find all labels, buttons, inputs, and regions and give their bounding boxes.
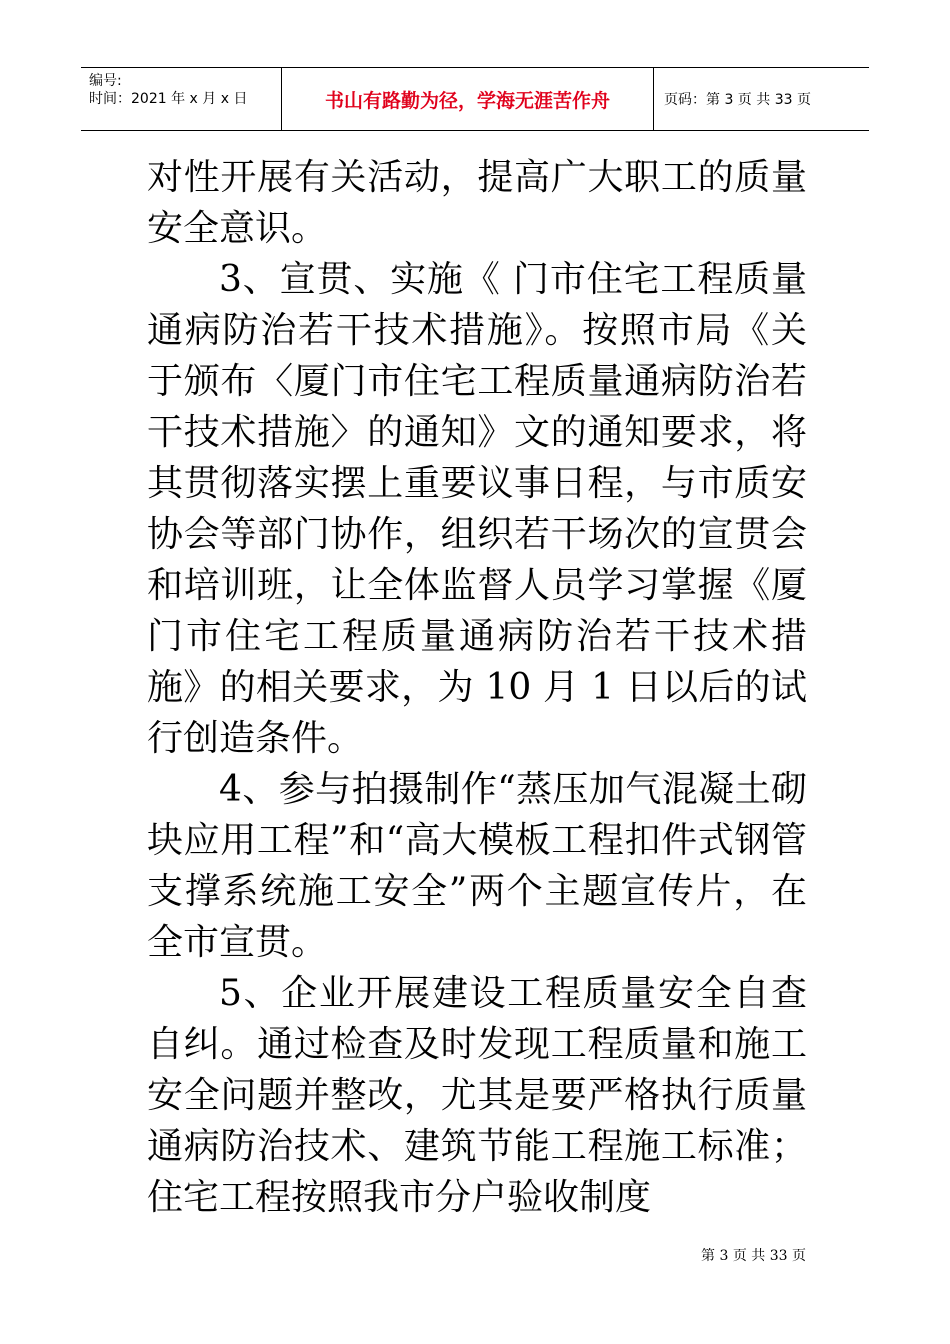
header-meta <box>81 68 281 130</box>
paragraph: 5、企业开展建设工程质量安全自查自纠。通过检查及时发现工程质量和施工安全问题并整改，尤其是要严格执行质量通病防治技术、建筑节能工程施工标准；住宅工程按照我市分户验收制度 <box>147 973 807 1218</box>
page-code: 页码：第 3 页 共 33 页 <box>664 92 811 108</box>
document-body <box>147 152 807 1223</box>
header-page-cell <box>654 68 869 130</box>
page-header <box>81 67 869 131</box>
header-motto-cell <box>281 68 654 130</box>
page-footer: 第 3 页 共 33 页 <box>701 1248 806 1264</box>
paragraph: 3、宣贯、实施《 门市住宅工程质量通病防治若干技术措施》。按照市局《关于颁布〈厦门市住宅工程质量通病防治若干技术措施〉的通知》文的通知要求，将其贯彻落实摆上重要议事日程，与市质安协会等部门协作，组织若干场次的宣贯会和培训班，让全体监督人员学习掌握《厦门市住宅工程质量通病防治若干技术措施》的相关要求，为 10 月 1 日以后的试行创造条件。 <box>147 259 807 759</box>
number-label: 编号: <box>89 73 122 89</box>
time-label: 时间：2021 年 x 月 x 日 <box>89 91 248 107</box>
paragraph: 对性开展有关活动，提高广大职工的质量安全意识。 <box>147 157 807 249</box>
paragraph: 4、参与拍摄制作“蒸压加气混凝土砌块应用工程”和“高大模板工程扣件式钢管支撑系统施工安全”两个主题宣传片，在全市宣贯。 <box>147 769 807 963</box>
motto-text: 书山有路勤为径，学海无涯苦作舟 <box>324 89 610 112</box>
